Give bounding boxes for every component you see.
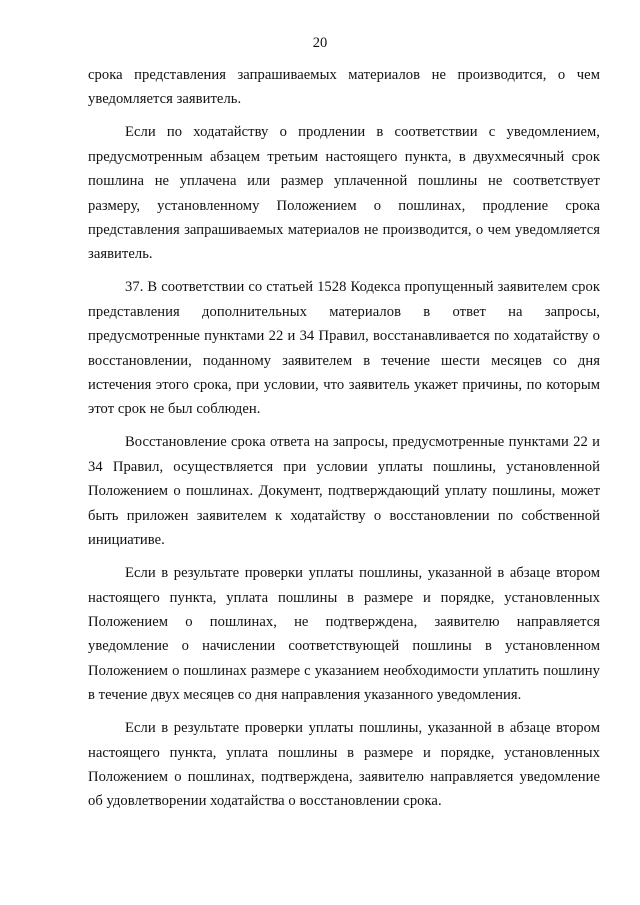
paragraph-continuation: срока представления запрашиваемых материалов не производится, о чем уведомляется заявитель. (88, 67, 600, 108)
paragraph-fee-confirmed: Если в результате проверки уплаты пошлины, указанной в абзаце втором настоящего пункта, уплата пошлины в размере и порядке, установленных Положением о пошлинах, подтверждена, заявителю направляется уведомление об удовлетворении ходатайства о восстановлении срока. (88, 720, 600, 810)
page-number: 20 (312, 35, 328, 51)
paragraph-extension-unpaid-fee: Если по ходатайству о продлении в соответствии с уведомлением, предусмотренным абзацем третьим настоящего пункта, в двухмесячный срок пошлина не уплачена или размер уплаченной пошлины не соответствует размеру, установленному Положением о пошлинах, продление срока представления запрашиваемых материалов не производится, о чем уведомляется заявитель. (88, 124, 600, 263)
paragraph-fee-not-confirmed: Если в результате проверки уплаты пошлины, указанной в абзаце втором настоящего пункта, уплата пошлины в размере и порядке, установленных Положением о пошлинах, не подтверждена, заявителю направляется уведомление о начислении соответствующей пошлины в установленном Положением о пошлинах размере с указанием необходимости уплатить пошлину в течение двух месяцев со дня направления указанного уведомления. (88, 565, 600, 704)
paragraph-item-37: 37. В соответствии со статьей 1528 Кодекса пропущенный заявителем срок представления дополнительных материалов в ответ на запросы, предусмотренные пунктами 22 и 34 Правил, восстанавливается по ходатайству о восстановлении, поданному заявителем в течение шести месяцев со дня истечения этого срока, при условии, что заявитель укажет причины, по которым этот срок не был соблюден. (88, 279, 600, 418)
paragraph-restoration-fee: Восстановление срока ответа на запросы, предусмотренные пунктами 22 и 34 Правил, осуществляется при условии уплаты пошлины, установленной Положением о пошлинах. Документ, подтверждающий уплату пошлины, может быть приложен заявителем к ходатайству о восстановлении по собственной инициативе. (88, 434, 600, 549)
document-body (88, 63, 600, 814)
